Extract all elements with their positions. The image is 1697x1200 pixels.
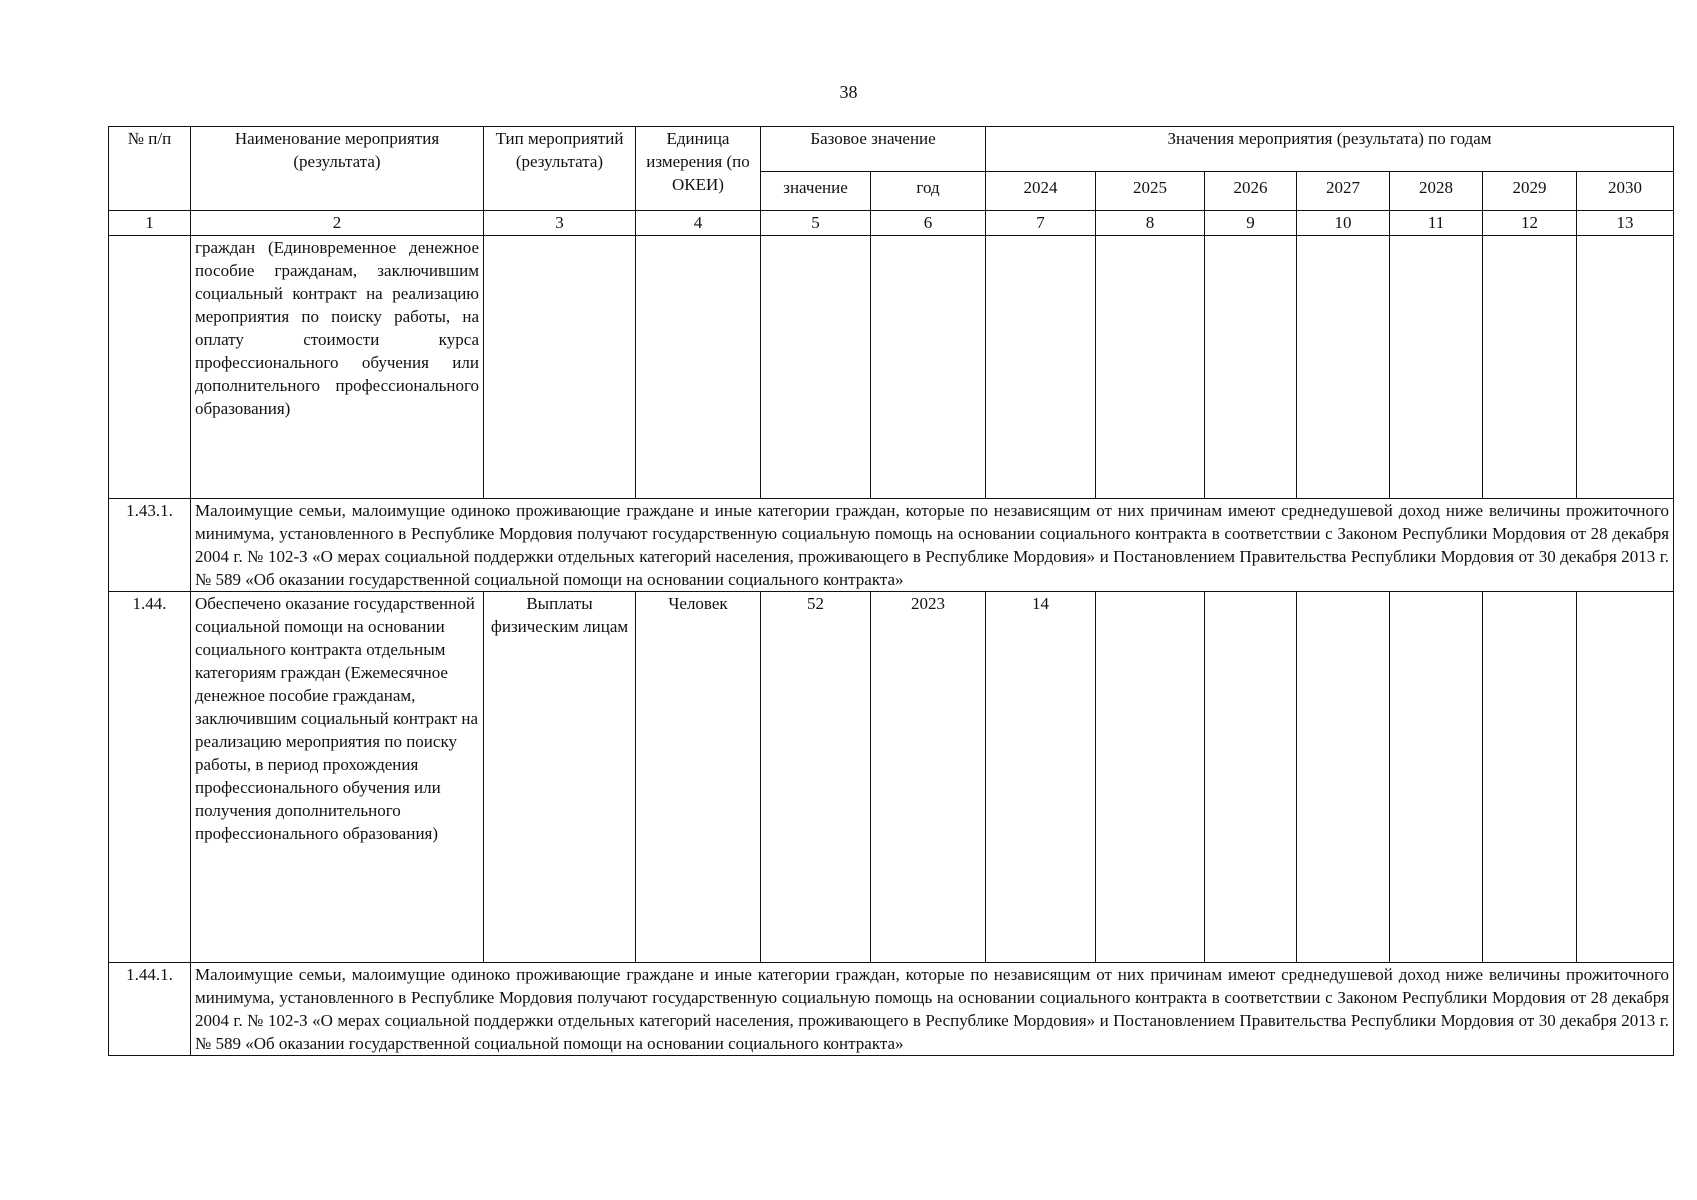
row-description: Малоимущие семьи, малоимущие одиноко проживающие граждане и иные категории граждан, которые по независящим от них причинам имеют среднедушевой доход ниже величины прожиточного минимума, установленного в Республике Мордовия получают государственную социальную помощь на основании социального контракта в соответствии с Законом Республики Мордовия от 28 декабря 2004 г. № 102-З «О мерах социальной поддержки отдельных категорий населения, проживающего в Республике Мордовия» и Постановлением Правительства Республики Мордовия от 30 декабря 2013 г. № 589 «Об оказании государственной социальной помощи на основании социального контракта» — [191, 499, 1674, 592]
empty-cell — [484, 236, 636, 499]
empty-cell — [986, 236, 1096, 499]
row-unit: Человек — [636, 592, 761, 963]
row-code-empty — [109, 236, 191, 499]
empty-cell — [1096, 236, 1205, 499]
column-number: 8 — [1096, 211, 1205, 236]
row-code: 1.44.1. — [109, 963, 191, 1056]
row-name: Обеспечено оказание государственной социальной помощи на основании социального контракта отдельным категориям граждан (Ежемесячное денежное пособие гражданам, заключившим социальный контракт на реализацию мероприятия по поиску работы, в период прохождения профессионального обучения или получения дополнительного профессионального образования) — [191, 592, 484, 963]
table-row-continued — [109, 236, 1674, 499]
empty-cell — [1483, 592, 1577, 963]
empty-cell — [1390, 592, 1483, 963]
row-base-value: 52 — [761, 592, 871, 963]
header-type: Тип мероприятий (результата) — [484, 127, 636, 211]
column-number: 9 — [1205, 211, 1297, 236]
page-number: 38 — [839, 82, 858, 102]
header-year: 2030 — [1577, 172, 1674, 211]
column-number: 12 — [1483, 211, 1577, 236]
column-number-row — [109, 211, 1674, 236]
column-number: 4 — [636, 211, 761, 236]
row-base-year: 2023 — [871, 592, 986, 963]
column-number: 10 — [1297, 211, 1390, 236]
indicators-table — [108, 126, 1674, 1056]
header-year: 2028 — [1390, 172, 1483, 211]
empty-cell — [1577, 592, 1674, 963]
column-number: 6 — [871, 211, 986, 236]
empty-cell — [1297, 592, 1390, 963]
header-year: 2025 — [1096, 172, 1205, 211]
row-code: 1.43.1. — [109, 499, 191, 592]
row-code: 1.44. — [109, 592, 191, 963]
header-row-1 — [109, 127, 1674, 172]
column-number: 1 — [109, 211, 191, 236]
row-type: Выплаты физическим лицам — [484, 592, 636, 963]
column-number: 13 — [1577, 211, 1674, 236]
empty-cell — [1297, 236, 1390, 499]
empty-cell — [1577, 236, 1674, 499]
empty-cell — [1096, 592, 1205, 963]
row-description: Малоимущие семьи, малоимущие одиноко проживающие граждане и иные категории граждан, которые по независящим от них причинам имеют среднедушевой доход ниже величины прожиточного минимума, установленного в Республике Мордовия получают государственную социальную помощь на основании социального контракта в соответствии с Законом Республики Мордовия от 28 декабря 2004 г. № 102-З «О мерах социальной поддержки отдельных категорий населения, проживающего в Республике Мордовия» и Постановлением Правительства Республики Мордовия от 30 декабря 2013 г. № 589 «Об оказании государственной социальной помощи на основании социального контракта» — [191, 963, 1674, 1056]
column-number: 7 — [986, 211, 1096, 236]
header-unit: Единица измерения (по ОКЕИ) — [636, 127, 761, 211]
empty-cell — [1205, 592, 1297, 963]
header-year: 2027 — [1297, 172, 1390, 211]
empty-cell — [871, 236, 986, 499]
column-number: 2 — [191, 211, 484, 236]
header-base-year: год — [871, 172, 986, 211]
table-row-1-43-1 — [109, 499, 1674, 592]
empty-cell — [1390, 236, 1483, 499]
empty-cell — [1483, 236, 1577, 499]
empty-cell — [761, 236, 871, 499]
column-number: 11 — [1390, 211, 1483, 236]
header-year: 2024 — [986, 172, 1096, 211]
table-row-1-44-1 — [109, 963, 1674, 1056]
row-name-continued: граждан (Единовременное денежное пособие гражданам, заключившим социальный контракт на реализацию мероприятия по поиску работы, на оплату стоимости курса профессионального обучения или дополнительного профессионального образования) — [191, 236, 484, 499]
row-value-2024: 14 — [986, 592, 1096, 963]
column-number: 3 — [484, 211, 636, 236]
header-num: № п/п — [109, 127, 191, 211]
empty-cell — [636, 236, 761, 499]
header-year: 2026 — [1205, 172, 1297, 211]
header-years-group: Значения мероприятия (результата) по годам — [986, 127, 1674, 172]
table-row-1-44 — [109, 592, 1674, 963]
column-number: 5 — [761, 211, 871, 236]
header-base-value: значение — [761, 172, 871, 211]
header-base-group: Базовое значение — [761, 127, 986, 172]
header-year: 2029 — [1483, 172, 1577, 211]
header-name: Наименование мероприятия (результата) — [191, 127, 484, 211]
empty-cell — [1205, 236, 1297, 499]
